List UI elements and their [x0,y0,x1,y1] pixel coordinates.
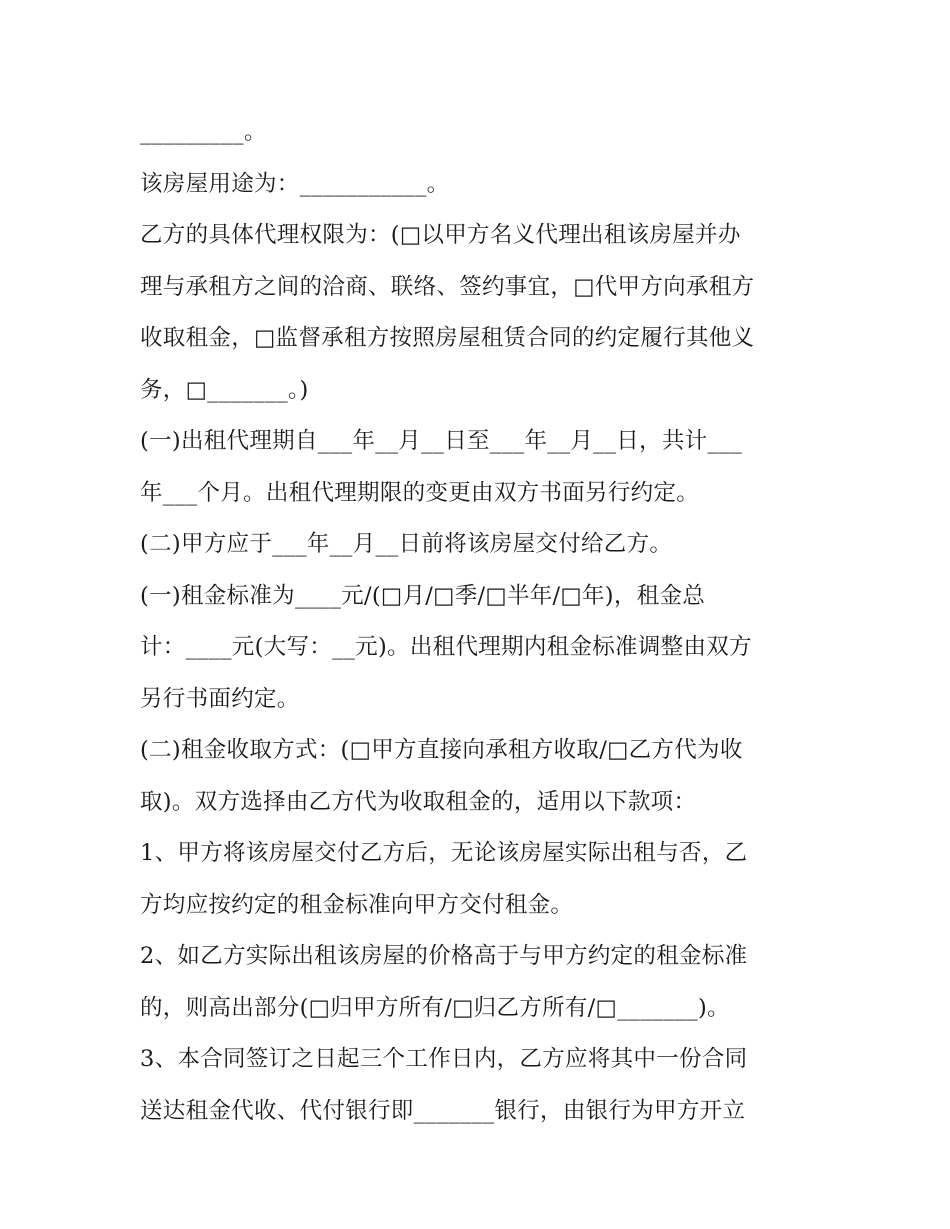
text-line: (二)甲方应于___年__月__日前将该房屋交付给乙方。 [140,531,673,557]
text-line: 取)。双方选择由乙方代为收取租金的，适用以下款项： [140,788,697,815]
text-line: 收取租金，□监督承租方按照房屋租赁合同的约定履行其他义 [140,325,755,351]
text-line: _________。 [140,119,267,145]
text-line: (一)租金标准为____元/(□月/□季/□半年/□年)，租金总 [140,582,706,609]
text-line: 送达租金代收、代付银行即_______银行，由银行为甲方开立 [140,1097,746,1124]
text-line: 2、如乙方实际出租该房屋的价格高于与甲方约定的租金标准 [140,943,748,969]
text-line: 务，□_______。) [140,376,309,403]
text-line: 另行书面约定。 [140,685,300,712]
text-line: 的，则高出部分(□归甲方所有/□归乙方所有/□_______)。 [140,994,730,1021]
text-line: 乙方的具体代理权限为：(□以甲方名义代理出租该房屋并办 [140,222,741,248]
text-line: 年___个月。出租代理期限的变更由双方书面另行约定。 [140,479,700,506]
text-line: (二)租金收取方式：(□甲方直接向承租方收取/□乙方代为收 [140,737,743,763]
document-body [140,107,830,1137]
text-line: 3、本合同签订之日起三个工作日内，乙方应将其中一份合同 [140,1046,748,1072]
text-line: (一)出租代理期自___年__月__日至___年__月__日，共计___ [140,428,743,454]
text-line: 方均应按约定的租金标准向甲方交付租金。 [140,891,574,918]
text-line: 计：____元(大写：__元)。出租代理期内租金标准调整由双方 [140,634,752,660]
text-line: 理与承租方之间的洽商、联络、签约事宜，□代甲方向承租方 [140,273,755,300]
text-line: 该房屋用途为：___________。 [140,170,450,197]
text-line: 1、甲方将该房屋交付乙方后，无论该房屋实际出租与否，乙 [140,840,748,866]
